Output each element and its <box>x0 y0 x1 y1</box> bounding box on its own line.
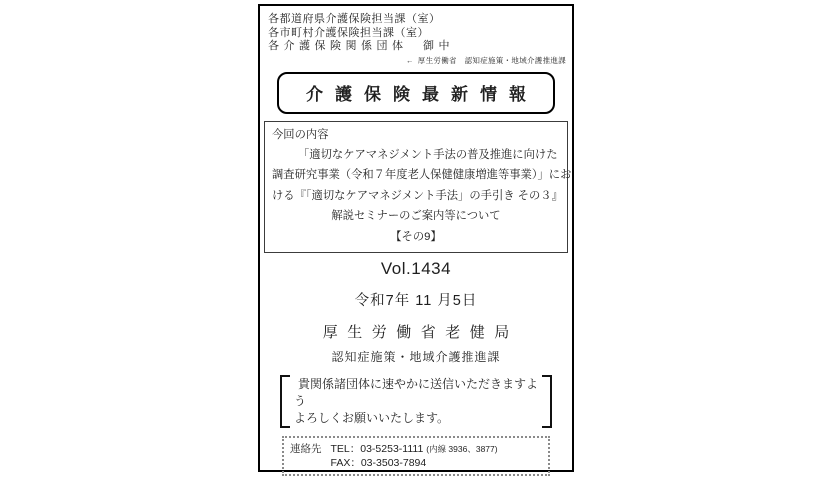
contact-tel-extension: (内線 3936、3877) <box>426 443 498 454</box>
contact-tel-line <box>331 442 543 456</box>
sender-note <box>260 55 572 66</box>
notice-bracket-block <box>280 375 552 428</box>
volume-number: Vol.1434 <box>380 258 452 278</box>
recipient-line-municipalities: 各市町村介護保険担当課（室） <box>268 26 429 39</box>
recipient-block <box>260 6 572 54</box>
contents-line: ける『「適切なケアマネジメント手法」の手引き その３』 <box>272 189 563 202</box>
contact-lines <box>331 442 543 470</box>
issue-date: 令和7年 11 月5日 <box>354 292 478 309</box>
document-page <box>258 4 574 472</box>
recipient-line-prefectures: 各都道府県介護保険担当課（室） <box>268 13 441 25</box>
contact-fax: FAX：03-3503-7894 <box>330 456 427 469</box>
newsletter-title: 介護保険最新情報 <box>306 85 538 104</box>
sender-note-text: 厚生労働省 認知症施策・地域介護推進課 <box>417 55 566 65</box>
contents-issue-number: 【その9】 <box>390 230 442 243</box>
division-name: 認知症施策・地域介護推進課 <box>331 349 501 364</box>
contents-heading: 今回の内容 <box>272 128 329 141</box>
ministry-bureau-name: 厚生労働省老健局 <box>322 323 519 341</box>
newsletter-title-banner <box>277 72 555 114</box>
contact-tel: TEL：03-5253-1111 <box>330 442 424 455</box>
left-bracket-icon <box>280 375 290 428</box>
contact-label: 連絡先 <box>290 442 322 455</box>
right-bracket-icon <box>542 375 552 428</box>
contents-line: 解説セミナーのご案内等について <box>331 210 501 223</box>
recipient-line-organizations: 各介護保険関係団体 御中 <box>268 40 454 52</box>
notice-text <box>292 375 540 428</box>
contact-box <box>282 436 550 476</box>
contents-line: 調査研究事業（令和７年度老人保健健康増進等事業）」にお <box>272 169 572 182</box>
contents-box <box>264 121 572 253</box>
left-arrow-icon: ← <box>405 55 414 65</box>
contents-line: 「適切なケアマネジメント手法の普及推進に向けた <box>298 148 558 161</box>
notice-line: よろしくお願いいたします。 <box>294 410 450 425</box>
notice-line: 貴関係諸団体に速やかに送信いただきますよう <box>294 376 539 408</box>
